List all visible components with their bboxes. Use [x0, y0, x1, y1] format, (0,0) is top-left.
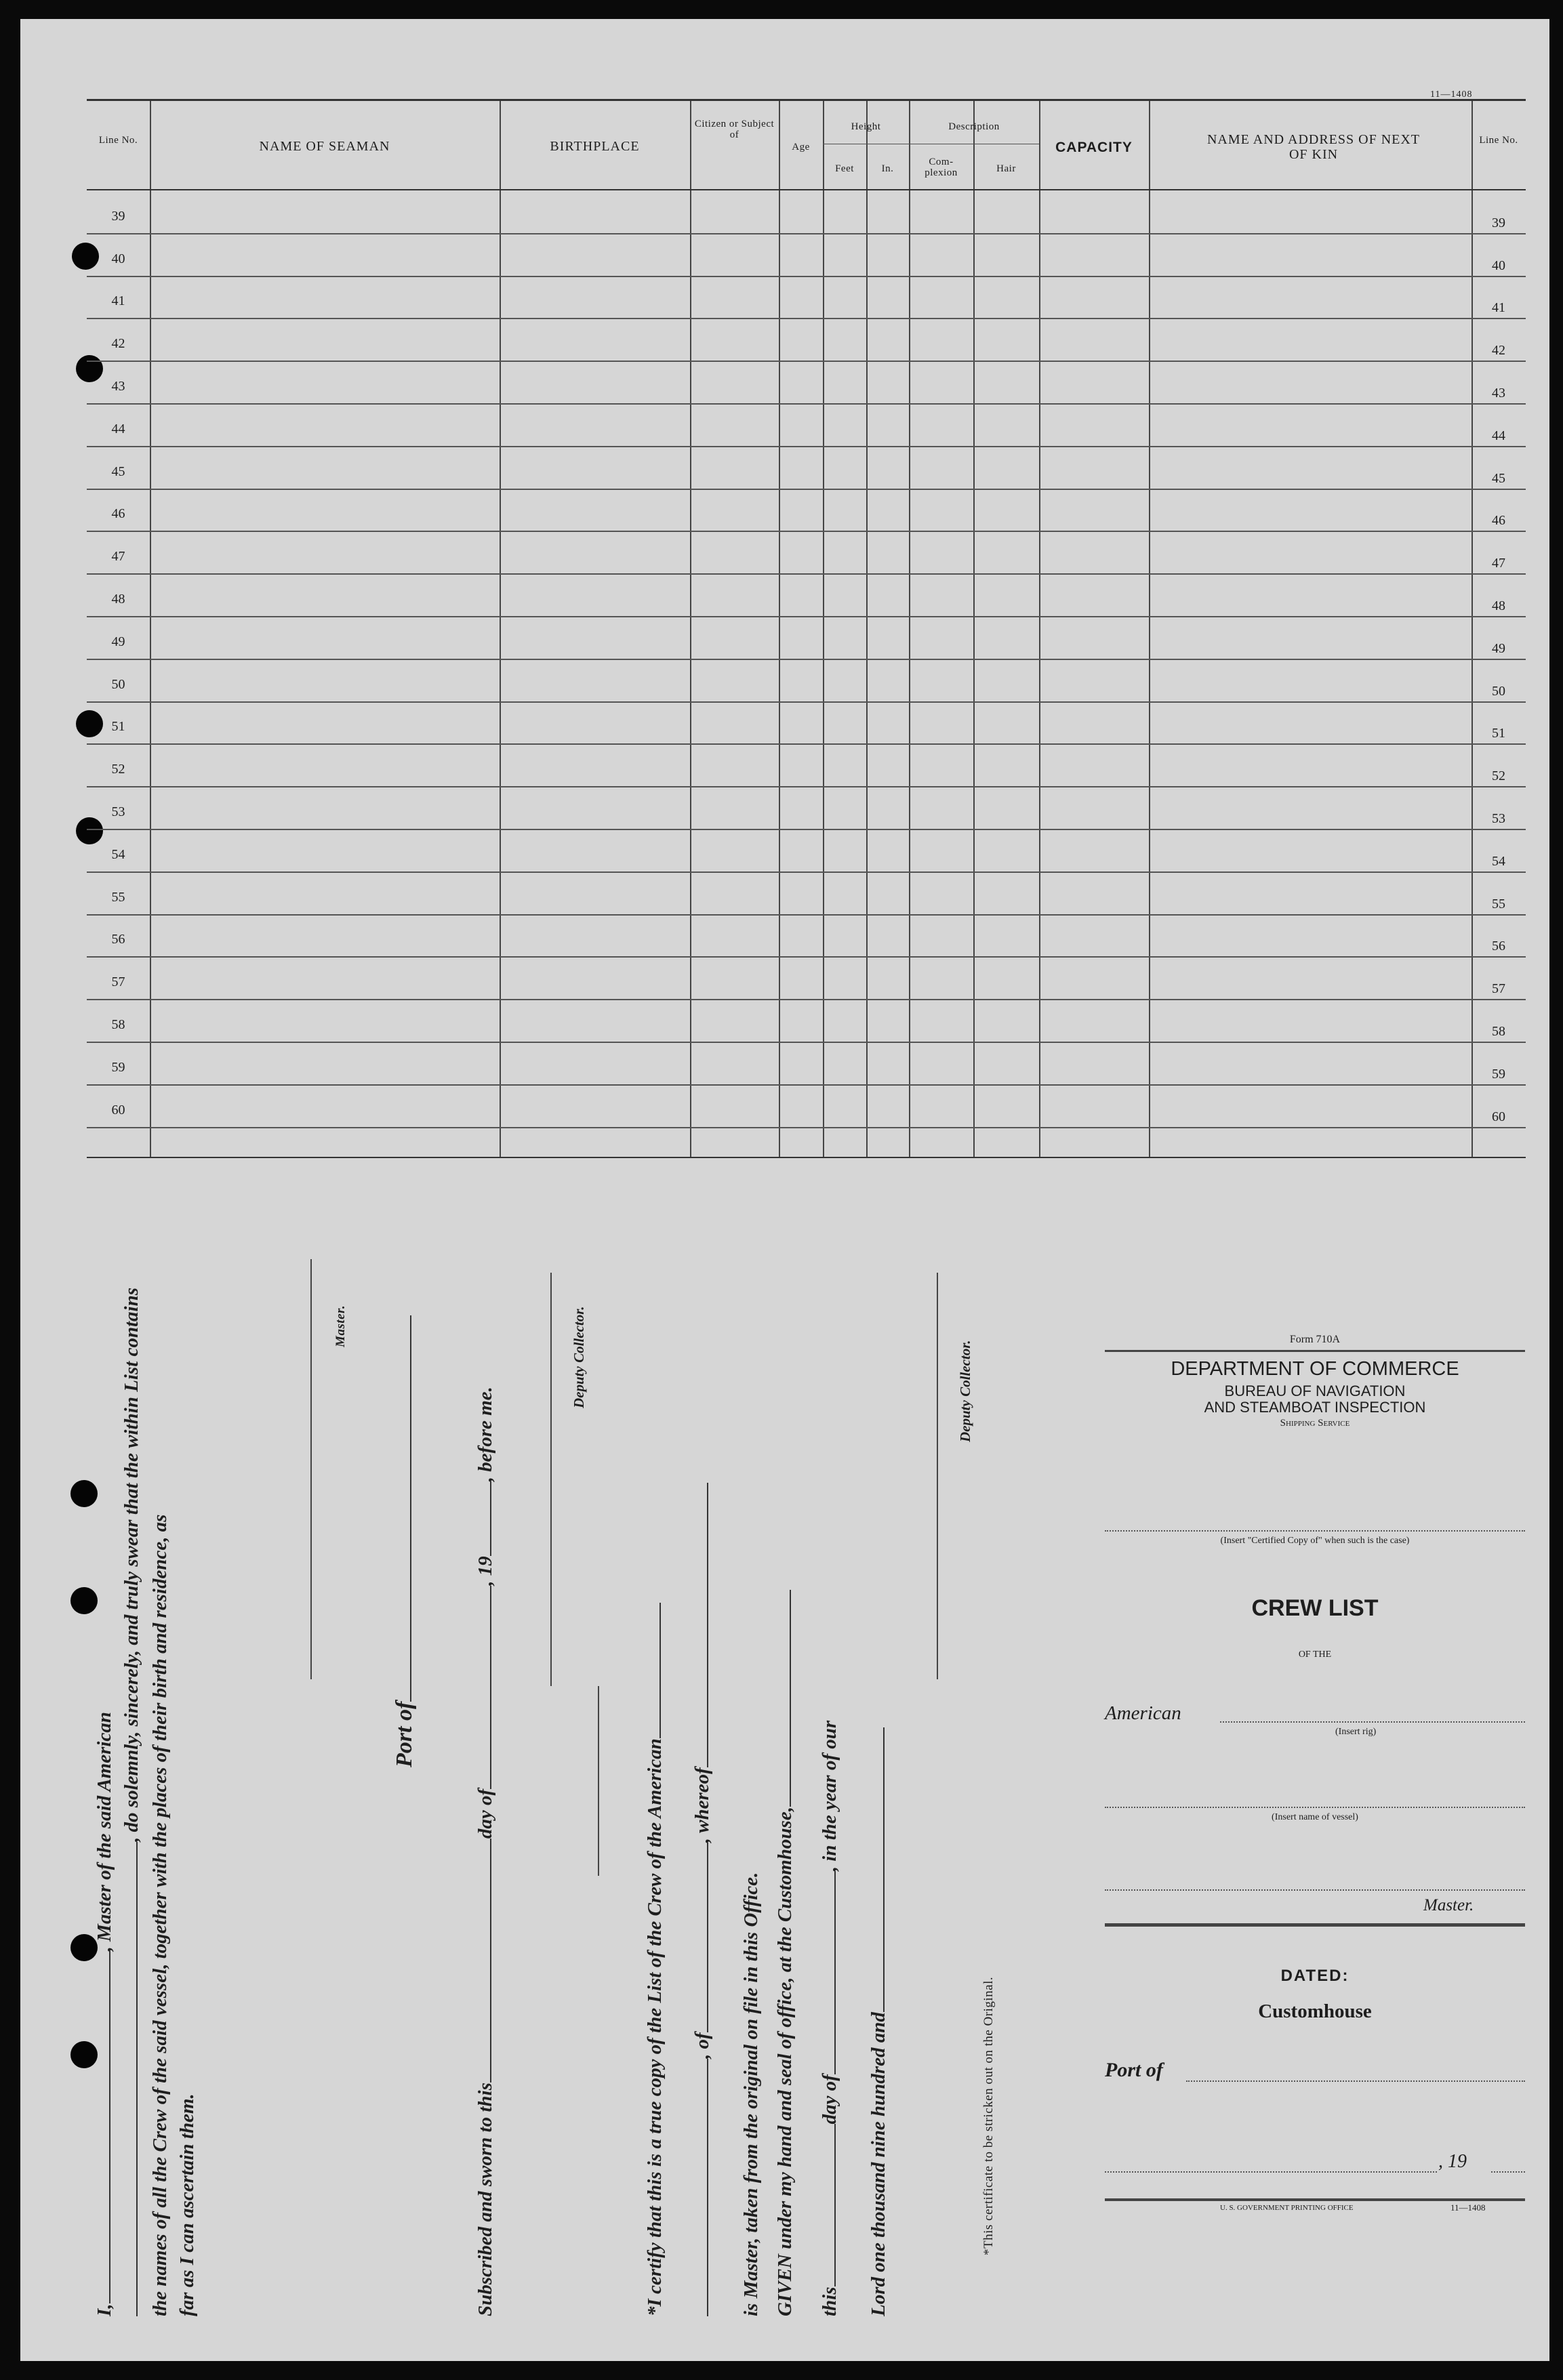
- oath-port-of: Port of: [392, 1315, 418, 1767]
- certificate-line-6: Lord one thousand nine hundred and: [868, 1727, 890, 2316]
- line-number-right: 45: [1492, 470, 1505, 486]
- oath-master-label: Master.: [333, 1305, 348, 1347]
- header-citizen: Citizen or Subject of: [694, 119, 775, 140]
- line-number-left: 39: [111, 208, 125, 224]
- certificate-footnote: *This certificate to be stricken out on the Original.: [981, 1976, 996, 2255]
- line-number-left: 40: [111, 251, 125, 266]
- line-number-left: 55: [111, 889, 125, 905]
- line-number-right: 58: [1492, 1024, 1505, 1039]
- cover-title: CREW LIST: [1251, 1595, 1379, 1621]
- line-number-left: 42: [111, 336, 125, 352]
- line-number-left: 45: [111, 464, 125, 479]
- line-number-right: 41: [1492, 300, 1505, 316]
- header-feet: Feet: [835, 163, 854, 174]
- row-rule: [87, 914, 1526, 916]
- cover-service: Shipping Service: [1280, 1418, 1350, 1429]
- header-name-of-seaman: NAME OF SEAMAN: [259, 139, 390, 154]
- row-rule: [87, 276, 1526, 277]
- line-number-left: 46: [111, 506, 125, 522]
- row-rule: [87, 956, 1526, 958]
- row-rule: [87, 701, 1526, 703]
- row-rule: [87, 1084, 1526, 1086]
- cover-insert-vessel: (Insert name of vessel): [1272, 1812, 1358, 1822]
- row-rule: [87, 233, 1526, 234]
- cover-bureau-2: AND STEAMBOAT INSPECTION: [1204, 1399, 1426, 1416]
- cover-customhouse: Customhouse: [1258, 2001, 1372, 2022]
- header-height: Height: [851, 121, 881, 132]
- row-rule: [87, 361, 1526, 362]
- line-number-right: 50: [1492, 683, 1505, 699]
- header-inches: In.: [881, 163, 894, 174]
- header-birthplace: BIRTHPLACE: [550, 139, 640, 154]
- header-age: Age: [792, 142, 810, 152]
- header-description: Description: [948, 121, 1000, 132]
- line-number-right: 43: [1492, 386, 1505, 401]
- header-complexion: Com- plexion: [925, 157, 958, 178]
- certificate-line-4: GIVEN under my hand and seal of office, at the Customhouse,: [774, 1590, 796, 2316]
- row-rule: [87, 403, 1526, 405]
- cover-form-number: Form 710A: [1289, 1334, 1341, 1345]
- row-rule: [87, 659, 1526, 660]
- row-rule: [87, 1127, 1526, 1128]
- cover-bureau-1: BUREAU OF NAVIGATION: [1224, 1382, 1406, 1399]
- row-rule: [87, 871, 1526, 873]
- row-rule: [87, 829, 1526, 830]
- form-page: [20, 19, 1549, 2361]
- header-line-no: Line No.: [98, 135, 138, 146]
- line-number-right: 40: [1492, 258, 1505, 273]
- cover-department: DEPARTMENT OF COMMERCE: [1171, 1358, 1459, 1380]
- punch-hole: [70, 1587, 98, 1614]
- header-hair: Hair: [996, 163, 1016, 174]
- line-number-right: 44: [1492, 428, 1505, 443]
- row-rule: [87, 616, 1526, 617]
- line-number-left: 54: [111, 846, 125, 862]
- line-number-right: 42: [1492, 343, 1505, 358]
- line-number-right: 48: [1492, 598, 1505, 613]
- line-number-right: 53: [1492, 811, 1505, 826]
- line-number-left: 58: [111, 1017, 125, 1032]
- cover-year: , 19: [1438, 2151, 1467, 2172]
- oath-subscribed: Subscribed and sworn to thisday of, 19, before me.: [474, 1387, 496, 2316]
- line-number-left: 48: [111, 592, 125, 607]
- oath-line-1: I,, Master of the said American: [94, 1712, 115, 2316]
- line-number-right: 52: [1492, 768, 1505, 784]
- cover-master: Master.: [1423, 1896, 1474, 1914]
- certificate-line-3: is Master, taken from the original on file in this Office.: [740, 1872, 762, 2316]
- line-number-left: 49: [111, 634, 125, 649]
- cover-code: 11—1408: [1450, 2202, 1486, 2213]
- row-rule: [87, 489, 1526, 490]
- header-next-of-kin: NAME AND ADDRESS OF NEXT OF KIN: [1206, 132, 1421, 162]
- row-rule: [87, 318, 1526, 319]
- header-line-no-right: Line No.: [1479, 135, 1518, 146]
- cover-insert-certified: (Insert "Certified Copy of" when such is the case): [1220, 1536, 1410, 1546]
- line-number-right: 46: [1492, 513, 1505, 529]
- certificate-line-1: *I certify that this is a true copy of the List of the Crew of the American: [644, 1603, 666, 2316]
- line-number-right: 56: [1492, 939, 1505, 954]
- crew-table: [87, 99, 1526, 1158]
- line-number-left: 50: [111, 676, 125, 692]
- oath-line-2: , do solemnly, sincerely, and truly swear that the within List contains: [121, 1288, 143, 2316]
- oath-line-3: the names of all the Crew of the said vessel, together with the places of their birth and residence, as: [149, 1514, 171, 2316]
- oath-deputy-collector: Deputy Collector.: [571, 1306, 587, 1408]
- line-number-right: 49: [1492, 640, 1505, 656]
- cover-dated: DATED:: [1280, 1967, 1349, 1985]
- row-rule: [87, 531, 1526, 532]
- certificate-line-5: thisday of, in the year of our: [819, 1720, 840, 2316]
- row-rule: [87, 743, 1526, 745]
- line-number-left: 41: [111, 293, 125, 309]
- certificate-deputy-collector: Deputy Collector.: [957, 1340, 973, 1442]
- line-number-right: 39: [1492, 215, 1505, 230]
- line-number-left: 60: [111, 1102, 125, 1117]
- line-number-right: 55: [1492, 896, 1505, 911]
- line-number-right: 47: [1492, 556, 1505, 571]
- line-number-right: 59: [1492, 1066, 1505, 1082]
- line-number-left: 52: [111, 762, 125, 777]
- oath-line-4: far as I can ascertain them.: [176, 2093, 198, 2316]
- form-code: 11—1408: [1430, 89, 1473, 100]
- line-number-left: 53: [111, 804, 125, 819]
- line-number-left: 59: [111, 1059, 125, 1075]
- line-number-left: 57: [111, 974, 125, 990]
- line-number-left: 51: [111, 719, 125, 735]
- line-number-right: 54: [1492, 853, 1505, 869]
- row-rule: [87, 446, 1526, 447]
- cover-of-the: OF THE: [1298, 1649, 1332, 1660]
- row-rule: [87, 573, 1526, 575]
- line-number-left: 47: [111, 549, 125, 565]
- row-rule: [87, 786, 1526, 787]
- header-capacity: CAPACITY: [1055, 140, 1133, 155]
- line-number-left: 56: [111, 932, 125, 947]
- certificate-line-2: , of, whereof: [691, 1483, 714, 2316]
- cover-port-of: Port of: [1105, 2059, 1163, 2081]
- line-number-right: 51: [1492, 726, 1505, 741]
- row-rule: [87, 999, 1526, 1000]
- punch-hole: [70, 1480, 98, 1507]
- cover-american: American: [1105, 1702, 1181, 1724]
- line-number-right: 57: [1492, 981, 1505, 997]
- row-rule: [87, 1042, 1526, 1043]
- line-number-left: 43: [111, 379, 125, 394]
- line-number-right: 60: [1492, 1109, 1505, 1124]
- cover-printer: U. S. GOVERNMENT PRINTING OFFICE: [1220, 2204, 1354, 2212]
- cover-insert-rig: (Insert rig): [1335, 1727, 1377, 1737]
- line-number-left: 44: [111, 421, 125, 436]
